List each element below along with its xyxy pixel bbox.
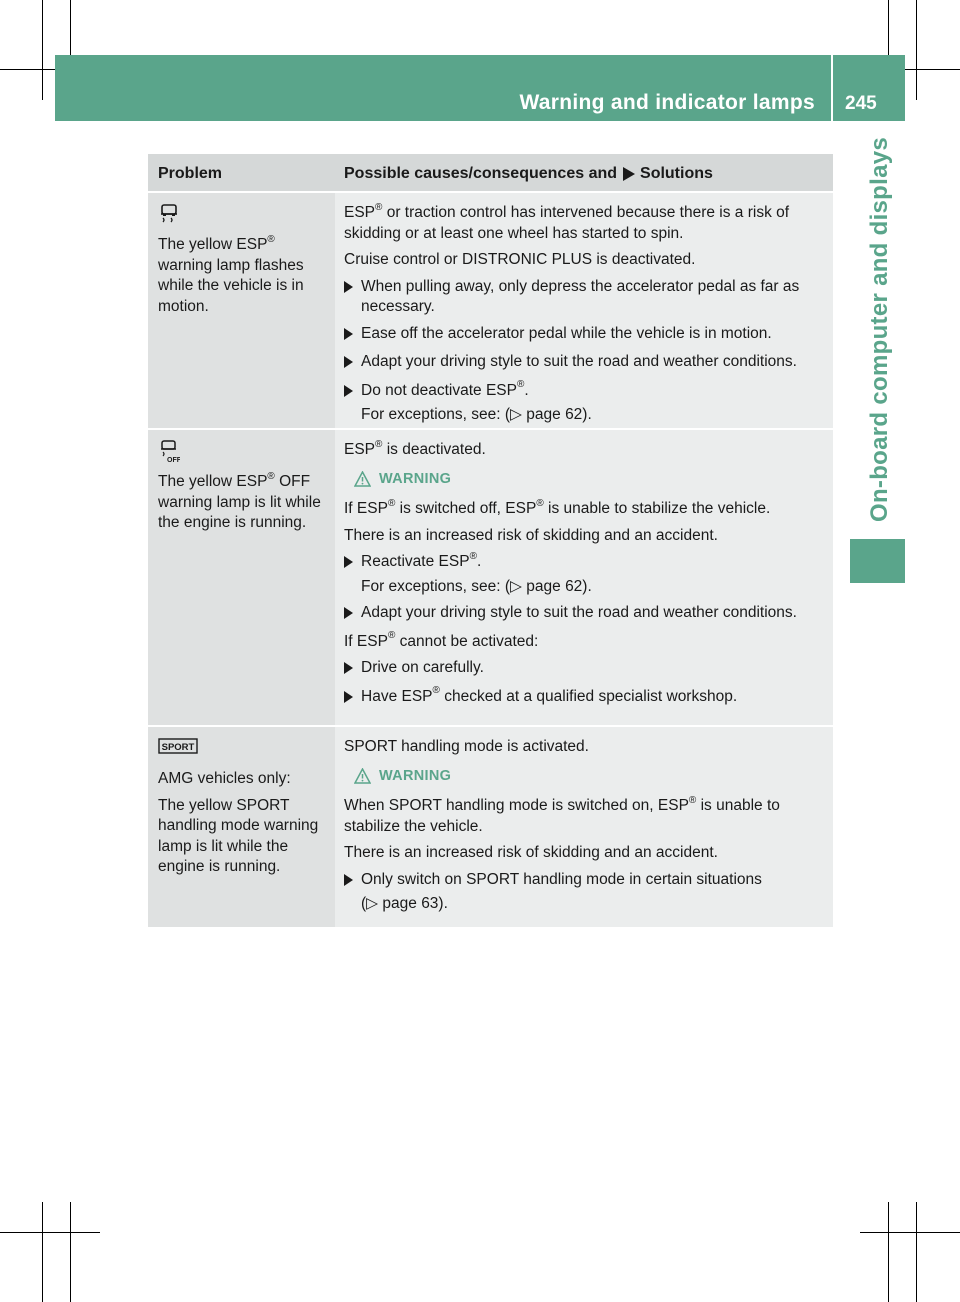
- list-item: [344, 658, 829, 681]
- page-reference[interactable]: (▷ page 63).: [361, 895, 448, 912]
- solution-text: Drive on carefully.: [361, 659, 484, 676]
- warning-text: There is an increased risk of skidding and an accident.: [344, 526, 718, 544]
- arrow-icon: [623, 167, 635, 181]
- page-ref-icon: ▷: [366, 895, 379, 912]
- bullet-arrow-icon: [344, 352, 361, 375]
- solution-text: Only switch on SPORT handling mode in certain situations: [361, 870, 762, 888]
- solution-cell: [335, 193, 833, 428]
- problem-cell: [148, 430, 335, 725]
- header-divider: [831, 55, 833, 121]
- list-item: [344, 277, 829, 318]
- list-item: [344, 352, 829, 375]
- crop-mark: [42, 0, 43, 100]
- problem-text: The yellow ESP: [158, 236, 268, 253]
- solution-text: Adapt your driving style to suit the road and weather conditions.: [361, 604, 797, 621]
- crop-mark: [916, 1202, 917, 1302]
- warning-triangle-icon: [354, 471, 371, 487]
- crop-mark: [42, 1202, 43, 1302]
- solution-cell: SPORT handling mode is activated. WARNING When SPORT handling mode is switched on, ESP® is unable to stabilize the vehicle. There is an increased risk of skidding and an accident. Only switch on SPORT handling mode in certain situations (▷ page 63).: [335, 727, 833, 927]
- bullet-arrow-icon: [344, 381, 361, 404]
- cause-text: is deactivated.: [382, 441, 486, 458]
- cause-text: If ESP: [344, 632, 388, 650]
- registered-mark: ®: [267, 233, 275, 245]
- problem-cell: [148, 193, 335, 428]
- solution-text: Do not deactivate ESP®.: [361, 379, 529, 399]
- column-header-solutions-label: Solutions: [640, 165, 713, 182]
- table-row: [148, 191, 833, 428]
- esp-off-icon: [158, 440, 331, 466]
- bullet-arrow-icon: [344, 870, 361, 893]
- warning-lamp-table: [148, 154, 833, 927]
- crop-mark: [916, 0, 917, 100]
- problem-text: The yellow ESP: [158, 473, 268, 490]
- side-tab-label: On-board computer and displays: [866, 136, 893, 522]
- table-header: [148, 154, 833, 191]
- problem-cell: [148, 727, 335, 927]
- cause-text: ESP: [344, 204, 376, 221]
- page-number: 245: [845, 93, 877, 114]
- crop-mark: [860, 1232, 960, 1233]
- section-title: Warning and indicator lamps: [519, 91, 815, 114]
- crop-mark: [888, 1202, 889, 1302]
- list-item: [344, 381, 829, 404]
- problem-text: OFF warning lamp is lit while the engine is running.: [158, 473, 321, 531]
- cause-text: or traction control has intervened because there is a risk of skidding or at least one wheel has started to spin.: [344, 204, 790, 242]
- esp-skid-icon: [158, 203, 331, 229]
- crop-mark: [0, 1232, 100, 1233]
- page-header: [55, 55, 905, 121]
- solution-text: Adapt your driving style to suit the road and weather conditions.: [361, 353, 797, 370]
- list-item: [344, 603, 829, 626]
- table-row: [148, 725, 833, 927]
- page-ref-icon: ▷: [510, 577, 522, 595]
- problem-text: AMG vehicles only:: [158, 770, 291, 787]
- bullet-arrow-icon: [344, 324, 361, 347]
- warning-text: There is an increased risk of skidding and an accident.: [344, 844, 718, 861]
- solution-text: Ease off the accelerator pedal while the vehicle is in motion.: [361, 324, 772, 342]
- sport-icon: [158, 737, 331, 763]
- bullet-arrow-icon: [344, 658, 361, 681]
- warning-text: When SPORT handling mode is switched on, ESP: [344, 797, 689, 814]
- registered-mark: ®: [375, 201, 383, 213]
- bullet-arrow-icon: [344, 687, 361, 710]
- problem-text: warning lamp flashes while the vehicle is in motion.: [158, 256, 304, 315]
- list-item: [344, 687, 829, 710]
- warning-label: WARNING: [354, 469, 829, 490]
- bullet-arrow-icon: [344, 603, 361, 626]
- list-item: [344, 870, 829, 893]
- warning-triangle-icon: [354, 768, 371, 784]
- page-reference[interactable]: For exceptions, see: (▷ page 62).: [361, 406, 592, 423]
- problem-text: The yellow SPORT handling mode warning lamp is lit while the engine is running.: [158, 796, 319, 875]
- cause-text: ESP: [344, 441, 376, 458]
- bullet-arrow-icon: [344, 552, 361, 575]
- cause-text: SPORT handling mode is activated.: [344, 738, 589, 755]
- cause-text: Cruise control or DISTRONIC PLUS is deactivated.: [344, 251, 696, 268]
- crop-mark: [70, 1202, 71, 1302]
- page-ref-icon: ▷: [510, 406, 522, 423]
- side-tab-marker: [850, 539, 905, 583]
- svg-text:OFF: OFF: [167, 457, 180, 464]
- warning-label: WARNING: [354, 766, 829, 787]
- warning-text: If ESP: [344, 500, 388, 517]
- svg-text:SPORT: SPORT: [161, 742, 195, 753]
- bullet-arrow-icon: [344, 277, 361, 318]
- solution-cell: ESP® is deactivated. WARNING If ESP® is switched off, ESP® is unable to stabilize the vehicle. There is an increased risk of skidding and an accident. Reactivate ESP®. For exceptions, see: (▷ page 62). Adapt your driving style to suit the road and weather conditions. If ESP® cannot be activated: Drive on carefully. Have ESP® checked at a qualified specialist workshop.: [335, 430, 833, 725]
- table-row: [148, 428, 833, 725]
- list-item: [344, 324, 829, 347]
- column-header-causes: Possible causes/consequences and: [344, 165, 618, 182]
- solution-text: Reactivate ESP®.: [361, 550, 482, 570]
- solution-text: When pulling away, only depress the accelerator pedal as far as necessary.: [361, 277, 800, 315]
- solution-text: Have ESP® checked at a qualified specialist workshop.: [361, 685, 738, 705]
- page-reference[interactable]: For exceptions, see: (▷ page 62).: [361, 577, 592, 595]
- column-header-problem: Problem: [158, 165, 223, 182]
- column-header-solutions: [335, 154, 833, 191]
- registered-mark: ®: [267, 470, 275, 482]
- list-item: [344, 552, 829, 575]
